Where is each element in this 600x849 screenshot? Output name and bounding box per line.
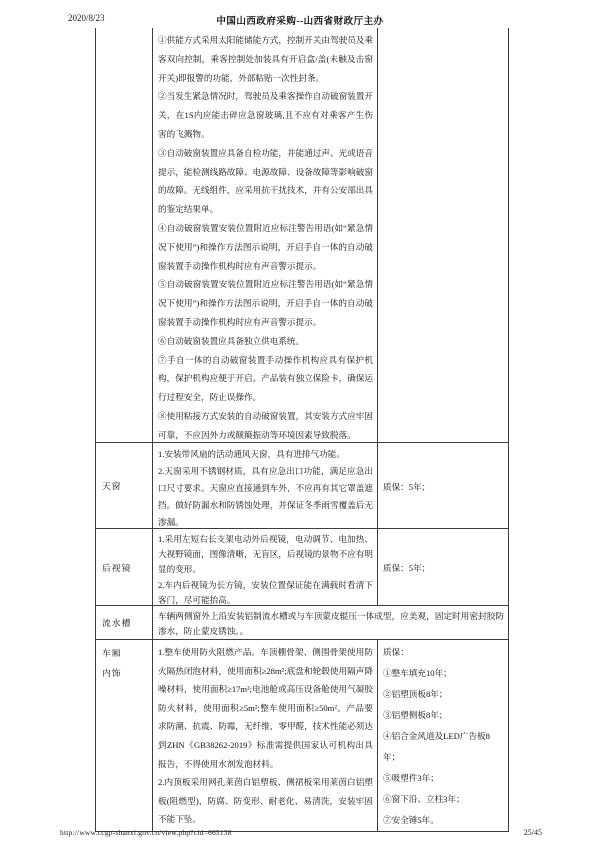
- row-continued-spec: [96, 28, 509, 443]
- spec-paragraph: 2.天窗采用不锈钢材质，具有应急出口功能，满足应急出口尺寸要求。天窗应直接通到车外，不应再有其它罩盖遮挡。做好防漏水和防锈蚀处理，并保证冬季雨雪覆盖后无渗漏。: [158, 466, 373, 527]
- spec-cell: [153, 443, 378, 529]
- spec-paragraph: 车辆两侧窗外上沿安装铝制流水槽或与车顶蒙皮辊压一体成型，应美观，固定时用密封胶防渗水，防止蒙皮锈蚀。。: [158, 611, 504, 636]
- row-rearview-mirror: [96, 529, 509, 606]
- row-drainage-channel: [96, 606, 509, 640]
- spec-cell-merged: [153, 606, 509, 640]
- footer-url: http://www.ccgp-shanxi.gov.cn/view.php?cid=665138: [60, 828, 232, 837]
- spec-cell: [153, 28, 378, 443]
- header-date: 2020/8/23: [68, 13, 105, 23]
- spec-paragraph: ①供能方式采用太阳能储能方式，控制开关由驾驶员及乘客双向控制，乘客控制处加装具有开启盒/盖(未触及击窗开关)即报警的功能，外部粘贴一次性封条。: [158, 35, 373, 83]
- spec-paragraph: 2.内顶板采用网孔莱茵白铝塑板、侧裙板采用莱茵白铝塑板(阻燃型)，防腐、防变形、耐老化、易清洗，安装牢固不能下坠。: [158, 777, 373, 825]
- warranty-line: 质保：: [383, 647, 409, 657]
- spec-paragraph: ⑦手自一体的自动破窗装置手动操作机构应具有保护机构，保护机构应便于开启。产品装有独立保险卡，确保运行过程安全，防止误操作。: [158, 354, 373, 403]
- spec-cell: [153, 529, 378, 606]
- spec-paragraph: ⑤自动破窗装置安装位置附近应标注警告用语(如“紧急情况下使用”)和操作方法图示说明，开启手自一体的自动破窗装置手动操作机构时应有声音警示提示。: [158, 279, 373, 327]
- spec-paragraph: ③自动破窗装置应具备自检功能，并能通过声、光或语音提示，能检测线路故障、电源故障、设备故障等影响破窗的故障。无线组件，应采用抗干扰技术，并有公安部出具的鉴定结果单。: [158, 147, 373, 215]
- row-label: 后视镜: [96, 529, 153, 606]
- spec-paragraph: ④自动破窗装置安装位置附近应标注警告用语(如“紧急情况下使用”)和操作方法图示说明，开启手自一体的自动破窗装置手动操作机构时应有声音警示提示。: [158, 222, 373, 271]
- row-label: [96, 640, 153, 832]
- spec-paragraph: ②当发生紧急情况时，驾驶员及乘客操作自动破窗装置开关，在1S内应能击碎应急窗玻璃,且不应有对乘客产生伤害的飞溅物。: [158, 91, 373, 139]
- spec-paragraph: ⑥自动破窗装置应具备独立供电系统。: [158, 335, 305, 346]
- spec-paragraph: 1.采用左短右长支架电动外后视镜，电动调节、电加热、大视野镜面，图像清晰，无盲区，后视镜的景物不应有明显的变形。: [158, 534, 373, 575]
- row-label-line2: 内饰: [102, 668, 122, 678]
- warranty-line: ⑦安全锤5年。: [383, 815, 439, 825]
- row-sunroof: [96, 443, 509, 529]
- warranty-cell: 质保：5年；: [378, 529, 509, 606]
- row-label: 流水槽: [96, 606, 153, 640]
- warranty-line: ③铝塑侧板8年；: [383, 710, 448, 720]
- warranty-cell: 质保：5年；: [378, 443, 509, 529]
- specification-table: [95, 28, 509, 832]
- spec-paragraph: ⑧使用粘接方式安装的自动破窗装置，其安装方式应牢固可靠，不应因外力或颠簸振动等环境因素导致脱落。: [158, 410, 373, 440]
- spec-paragraph: 1.安装带风扇的活动通风天窗，具有进排气功能。: [158, 449, 345, 459]
- row-label: 天窗: [96, 443, 153, 529]
- warranty-line: ⑥窗下沿、立柱3年；: [383, 794, 465, 804]
- header-site-title: 中国山西政府采购--山西省财政厅主办: [216, 17, 384, 27]
- spec-paragraph: 2.车内后视镜为长方镜，安装位置保证能在满载时看清下客门，尽可能抬高。: [158, 579, 373, 605]
- row-cabin-interior: [96, 640, 509, 832]
- warranty-line: ②铝塑顶板8年；: [383, 689, 448, 699]
- warranty-line: ①整车填充10年；: [383, 668, 452, 678]
- warranty-line: ⑤吸塑件3年；: [383, 773, 439, 783]
- spec-cell: [153, 640, 378, 832]
- spec-paragraph: 1.整车使用防火阻燃产品。车顶棚骨架、侧围骨架使用防火隔热闭泡材料，使用面积≥28m²;底盘和轮毂使用隔声降噪材料，使用面积≥17m²;电池舱或高压设备舱使用气凝胶防火材料，使用面积≥5m²;整车使用面积≥50m²。产品要求防潮、抗震、防霉，无纤维，零甲醛，技术性能必须达到ZHN《GB38262-2019》标准需提供国家认可机构出具报告，不得使用水剂发泡材料。: [158, 647, 373, 769]
- warranty-line: ④铝合金风道及LED广告板8年；: [383, 731, 490, 762]
- warranty-cell-empty: [378, 28, 509, 443]
- footer-page-number: 25/45: [523, 828, 542, 837]
- warranty-cell: [378, 640, 509, 832]
- row-label-line1: 车厢: [102, 648, 122, 658]
- row-label-empty: [96, 28, 153, 443]
